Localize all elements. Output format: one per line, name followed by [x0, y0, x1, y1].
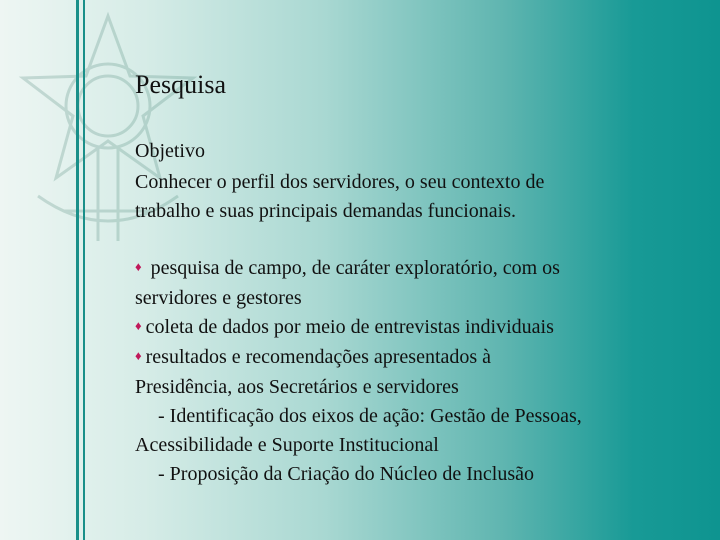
list-item	[135, 343, 680, 373]
objective-line: Conhecer o perfil dos servidores, o seu contexto de	[135, 171, 545, 193]
diamond-bullet-icon: ♦	[135, 348, 142, 363]
list-item-text: resultados e recomendações apresentados à	[145, 346, 492, 368]
vertical-rule	[76, 0, 79, 540]
objective-label: Objetivo	[135, 140, 205, 162]
list-item-text: pesquisa de campo, de caráter exploratório, com os	[145, 257, 560, 279]
objective-text	[135, 168, 655, 226]
objective-line: trabalho e suas principais demandas funcionais.	[135, 200, 516, 222]
diamond-bullet-icon: ♦	[135, 318, 142, 333]
list-item-continuation: servidores e gestores	[135, 287, 302, 309]
list-item	[135, 254, 680, 284]
sub-item: - Identificação dos eixos de ação: Gestão de Pessoas,	[158, 405, 582, 427]
sub-item: - Proposição da Criação do Núcleo de Inclusão	[158, 463, 534, 485]
list-item	[135, 313, 680, 343]
slide-title: Pesquisa	[135, 70, 226, 99]
list-item-continuation: Presidência, aos Secretários e servidores	[135, 376, 459, 398]
methodology-list	[135, 254, 680, 489]
sub-item-continuation: Acessibilidade e Suporte Institucional	[135, 434, 439, 456]
list-item-text: coleta de dados por meio de entrevistas individuais	[145, 316, 554, 338]
diamond-bullet-icon: ♦	[135, 259, 142, 274]
vertical-rule	[83, 0, 85, 540]
